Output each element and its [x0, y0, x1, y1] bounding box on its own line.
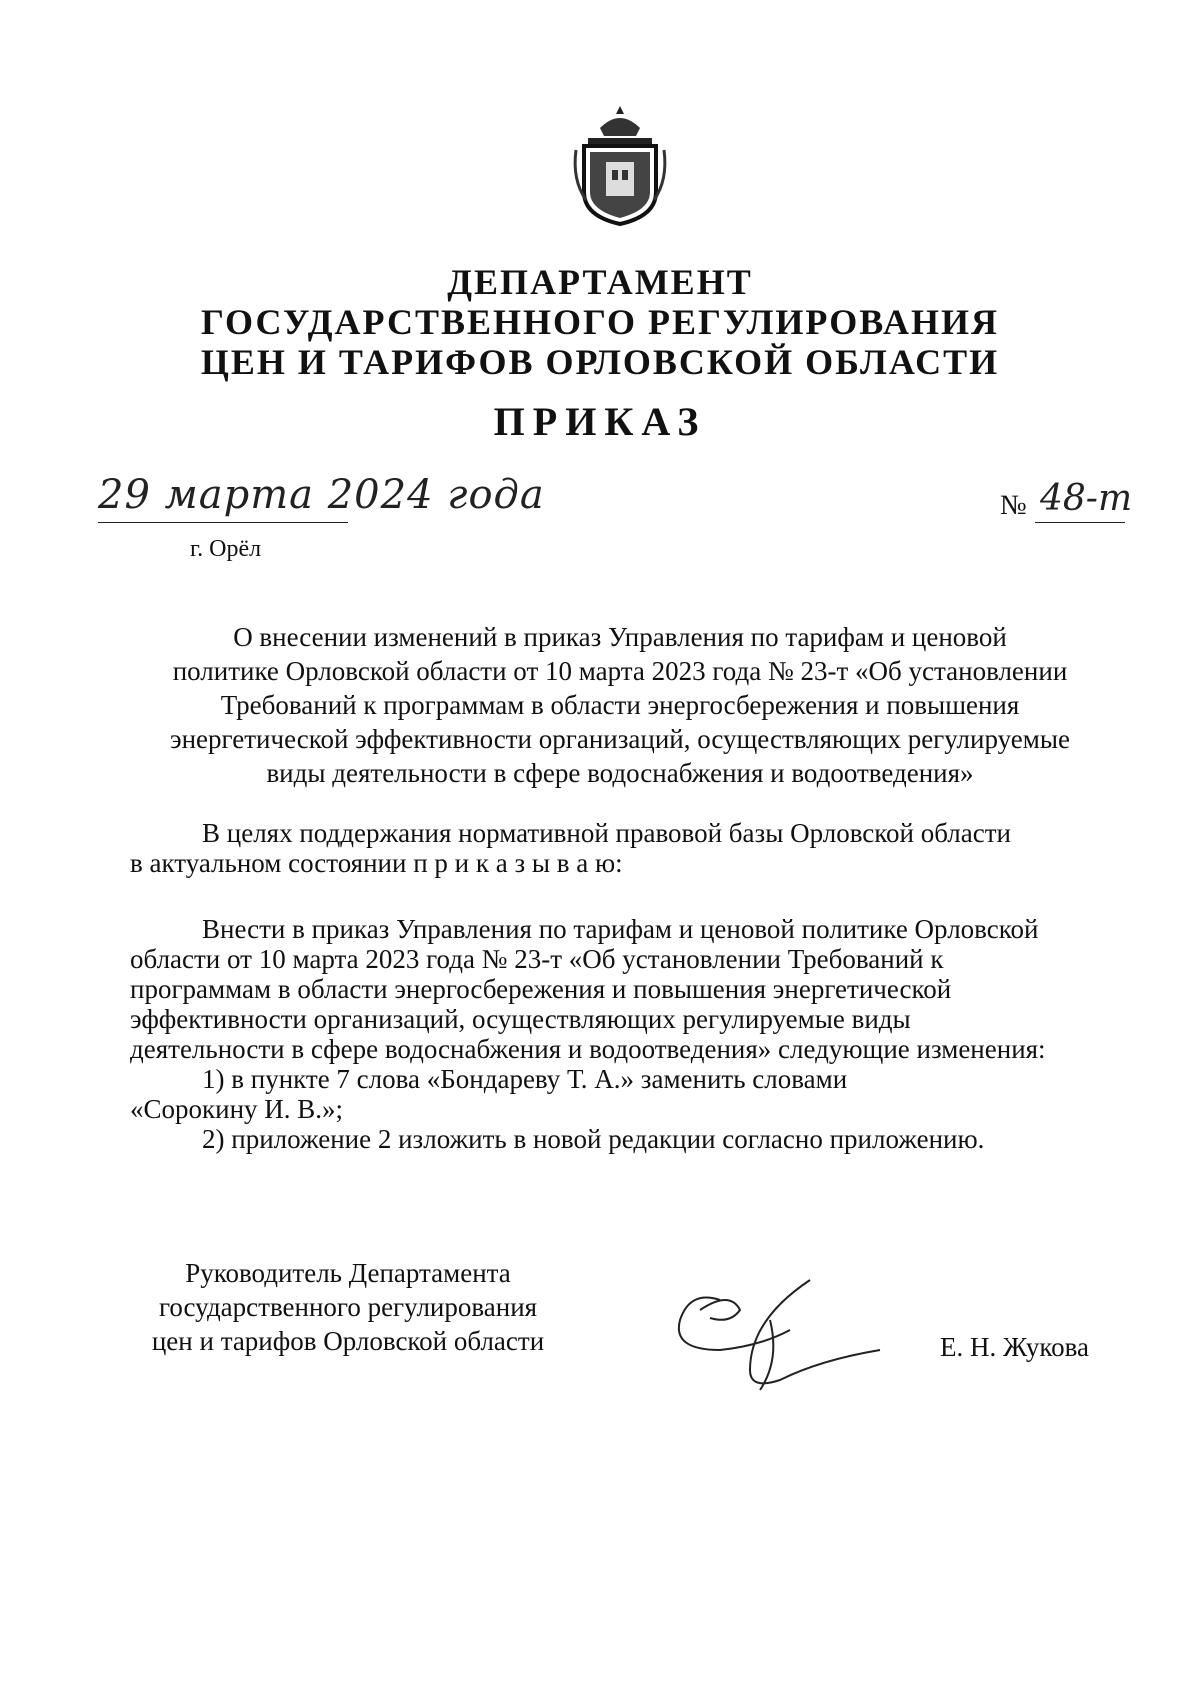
header-line: ЦЕН И ТАРИФОВ ОРЛОВСКОЙ ОБЛАСТИ	[200, 342, 1000, 382]
list-item: 1) в пункте 7 слова «Бондареву Т. А.» заменить словами	[202, 1064, 848, 1094]
date-underline	[98, 522, 348, 523]
preamble-line: В целях поддержания нормативной правовой базы Орловской области	[202, 818, 1011, 848]
order-body	[130, 914, 1110, 1154]
body-line: деятельности в сфере водоснабжения и водоотведения» следующие изменения:	[130, 1034, 1046, 1064]
subject-line: виды деятельности в сфере водоснабжения и водоотведения»	[266, 758, 974, 788]
order-subject	[130, 620, 1110, 790]
document-title: ПРИКАЗ	[493, 399, 707, 444]
list-item: 2) приложение 2 изложить в новой редакции согласно приложению.	[202, 1124, 985, 1154]
handwritten-date: 29 марта 2024 года	[98, 472, 545, 518]
handwritten-number: 48-т	[1040, 478, 1133, 519]
handwritten-signature	[660, 1260, 890, 1400]
subject-line: политике Орловской области от 10 марта 2023 года № 23-т «Об установлении	[172, 656, 1068, 686]
preamble-line: в актуальном состоянии п р и к а з ы в а ю:	[130, 848, 623, 878]
signer-position	[128, 1256, 568, 1358]
position-line: цен и тарифов Орловской области	[151, 1326, 545, 1356]
coat-of-arms-icon	[570, 100, 670, 228]
number-underline	[1035, 522, 1125, 523]
body-line: эффективности организаций, осуществляющих регулируемые виды	[130, 1004, 911, 1034]
header-line: ГОСУДАРСТВЕННОГО РЕГУЛИРОВАНИЯ	[201, 302, 999, 342]
city-label: г. Орёл	[190, 536, 262, 562]
department-header	[0, 262, 1200, 382]
position-line: государственного регулирования	[158, 1292, 538, 1322]
signer-name: Е. Н. Жукова	[940, 1332, 1089, 1362]
number-label: №	[1000, 490, 1027, 521]
header-line: ДЕПАРТАМЕНТ	[447, 262, 753, 302]
subject-line: энергетической эффективности организаций, осуществляющих регулируемые	[170, 724, 1070, 754]
position-line: Руководитель Департамента	[185, 1258, 511, 1288]
body-line: программам в области энергосбережения и повышения энергетической	[130, 974, 952, 1004]
list-item: «Сорокину И. В.»;	[130, 1094, 344, 1124]
subject-line: Требований к программам в области энергосбережения и повышения	[220, 690, 1020, 720]
subject-line: О внесении изменений в приказ Управления по тарифам и ценовой	[233, 622, 1007, 652]
body-line: области от 10 марта 2023 года № 23-т «Об установлении Требований к	[130, 944, 944, 974]
preamble	[130, 818, 1110, 878]
body-line: Внести в приказ Управления по тарифам и ценовой политике Орловской	[202, 914, 1039, 944]
